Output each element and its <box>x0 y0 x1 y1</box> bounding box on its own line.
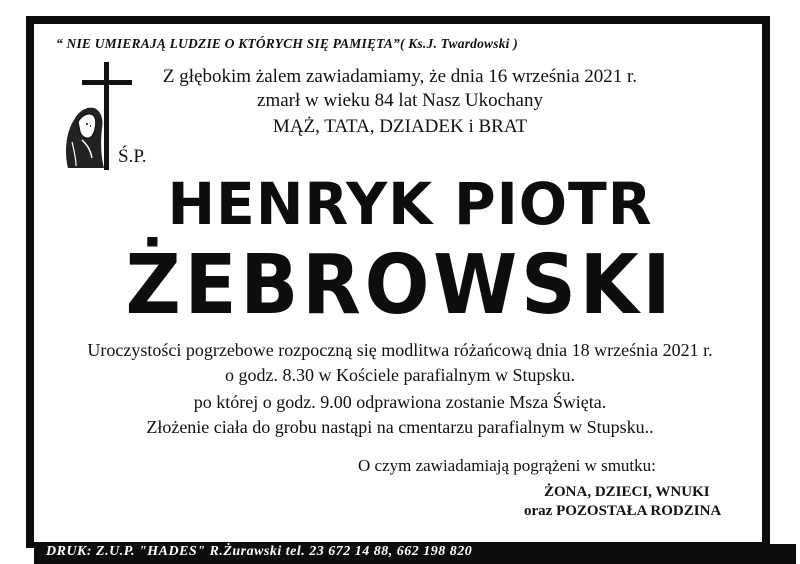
mourners-line-1: ŻONA, DZIECI, WNUKI <box>544 484 710 500</box>
funeral-line-2: o godz. 8.30 w Kościele parafialnym w Stupsku. <box>225 365 575 385</box>
quote-line: “ NIE UMIERAJĄ LUDZIE O KTÓRYCH SIĘ PAMIĘTA”( Ks.J. Twardowski ) <box>56 36 518 51</box>
intro-line-2: zmarł w wieku 84 lat Nasz Ukochany <box>257 90 543 111</box>
mourners-line-2: oraz POZOSTAŁA RODZINA <box>524 503 722 519</box>
honorific: Ś.P. <box>118 146 147 167</box>
funeral-line-3: po której o godz. 9.00 odprawiona zostanie Msza Święta. <box>193 392 607 412</box>
mourners-intro: O czym zawiadamiają pogrążeni w smutku: <box>358 456 656 475</box>
intro-line-1: Z głębokim żalem zawiadamiamy, że dnia 16 września 2021 r. <box>162 66 638 87</box>
intro-line-3: MĄŻ, TATA, DZIADEK i BRAT <box>272 116 528 137</box>
funeral-line-4: Złożenie ciała do grobu nastąpi na cmentarzu parafialnym w Stupsku.. <box>146 417 654 437</box>
deceased-surname: ŻEBROWSKI <box>125 238 675 333</box>
deceased-first-names: HENRYK PIOTR <box>167 170 653 238</box>
printer-credit: DRUK: Z.U.P. "HADES" R.Żurawski tel. 23 672 14 88, 662 198 820 <box>46 544 473 559</box>
funeral-line-1: Uroczystości pogrzebowe rozpoczną się modlitwa różańcową dnia 18 września 2021 r. <box>87 340 713 360</box>
